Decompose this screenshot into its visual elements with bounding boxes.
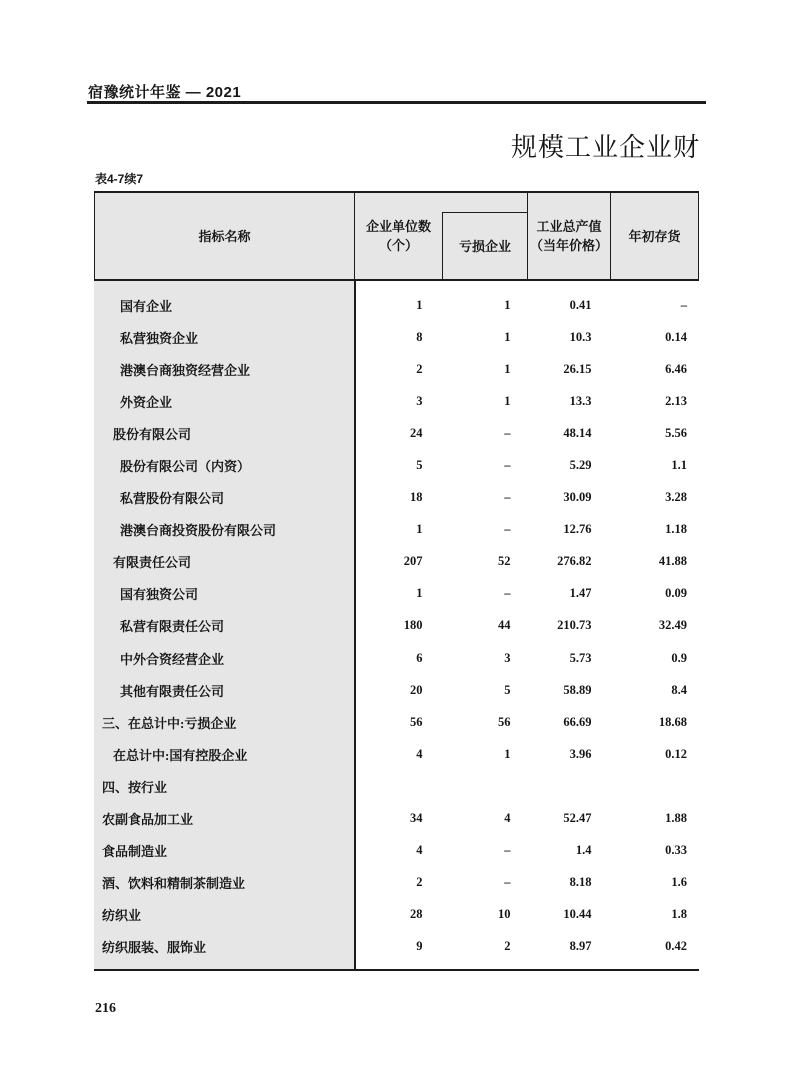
cell-loss-enterprises: – (504, 425, 511, 440)
cell-gross-output: 26.15 (563, 361, 592, 376)
cell-beginning-inventory: 1.6 (671, 875, 687, 890)
cell-enterprise-units: 8 (416, 329, 423, 344)
cell-enterprise-units: 5 (416, 458, 423, 473)
row-label: 国有独资公司 (120, 587, 199, 603)
cell-beginning-inventory: 3.28 (665, 490, 687, 505)
running-head-rule (87, 101, 706, 104)
row-label: 中外合资经营企业 (120, 651, 225, 667)
cell-loss-enterprises: 1 (504, 746, 511, 761)
row-label: 食品制造业 (102, 844, 168, 860)
row-label-cell (94, 681, 356, 700)
cell-enterprise-units: 28 (410, 907, 423, 922)
row-label: 三、在总计中:亏损企业 (102, 715, 237, 731)
cell-loss-enterprises: 56 (498, 714, 511, 729)
row-label: 国有企业 (120, 298, 173, 314)
cell-beginning-inventory: – (680, 297, 687, 312)
row-label: 私营独资企业 (120, 330, 199, 346)
cell-gross-output: 1.47 (569, 586, 592, 601)
cell-loss-enterprises: – (504, 490, 511, 505)
cell-beginning-inventory: 5.56 (665, 425, 687, 440)
cell-enterprise-units: 6 (416, 650, 423, 665)
table-row (94, 417, 699, 449)
cell-enterprise-units: 207 (403, 554, 423, 569)
running-head: 宿豫统计年鉴 — 2021 (88, 84, 242, 101)
cell-loss-enterprises: – (504, 843, 511, 858)
cell-beginning-inventory: 0.9 (671, 650, 687, 665)
row-label: 股份有限公司（内资） (120, 459, 251, 475)
table-row (94, 514, 699, 546)
cell-gross-output: 8.97 (569, 939, 592, 954)
cell-loss-enterprises: 10 (498, 907, 511, 922)
cell-enterprise-units: 4 (416, 843, 423, 858)
cell-loss-enterprises: – (504, 458, 511, 473)
cell-beginning-inventory: 32.49 (658, 618, 687, 633)
cell-loss-enterprises: 1 (504, 329, 511, 344)
row-label-cell (94, 552, 356, 571)
cell-beginning-inventory: 1.8 (671, 907, 687, 922)
loss-subheader-box: 亏损企业 (442, 212, 527, 279)
cell-gross-output: 12.76 (563, 522, 592, 537)
row-label-cell (94, 424, 356, 443)
cell-gross-output: 10.3 (569, 329, 592, 344)
row-label-cell (94, 584, 356, 603)
row-label: 私营股份有限公司 (120, 491, 225, 507)
table-header-row (94, 191, 699, 281)
cell-loss-enterprises: – (504, 522, 511, 537)
table-body (94, 281, 699, 969)
cell-gross-output: 13.3 (569, 393, 592, 408)
table-row (94, 321, 699, 353)
cell-beginning-inventory: 1.18 (665, 522, 687, 537)
row-label: 酒、饮料和精制茶制造业 (102, 876, 246, 892)
table-row (94, 899, 699, 931)
cell-gross-output: 52.47 (563, 811, 592, 826)
cell-enterprise-units: 24 (410, 425, 423, 440)
row-label: 农副食品加工业 (102, 812, 194, 828)
row-label: 纺织服装、服饰业 (102, 940, 207, 956)
cell-loss-enterprises: 52 (498, 554, 511, 569)
cell-beginning-inventory: 0.33 (665, 843, 687, 858)
cell-enterprise-units: 1 (416, 297, 423, 312)
cell-enterprise-units: 56 (410, 714, 423, 729)
row-label-cell (94, 809, 356, 828)
cell-loss-enterprises: 5 (504, 682, 511, 697)
col-header-indicator: 指标名称 (95, 193, 355, 279)
cell-beginning-inventory: 0.12 (665, 746, 687, 761)
row-label-cell (94, 488, 356, 507)
table-row (94, 353, 699, 385)
row-label-cell (94, 745, 356, 764)
statistics-table (94, 191, 699, 971)
cell-beginning-inventory: 18.68 (658, 714, 687, 729)
row-label-cell (94, 713, 356, 732)
row-label-cell (94, 937, 356, 956)
cell-gross-output: 276.82 (557, 554, 592, 569)
cell-loss-enterprises: 1 (504, 297, 511, 312)
cell-gross-output: 10.44 (563, 907, 592, 922)
cell-gross-output: 8.18 (569, 875, 592, 890)
table-number-label: 表4-7续7 (95, 172, 144, 186)
row-label: 有限责任公司 (113, 555, 192, 571)
cell-beginning-inventory: 8.4 (671, 682, 687, 697)
col-header-enterprise-units: 企业单位数 （个） (365, 219, 431, 253)
cell-gross-output: 5.29 (569, 458, 592, 473)
row-label: 私营有限责任公司 (120, 619, 225, 635)
cell-beginning-inventory: 1.1 (671, 458, 687, 473)
cell-loss-enterprises: – (504, 586, 511, 601)
cell-gross-output: 66.69 (563, 714, 592, 729)
cell-beginning-inventory: 0.14 (665, 329, 687, 344)
table-row (94, 803, 699, 835)
table-row (94, 674, 699, 706)
table-row (94, 449, 699, 481)
row-label-cell (94, 392, 356, 411)
col-header-gross-output: 工业总产值 （当年价格） (528, 193, 611, 279)
table-row (94, 482, 699, 514)
cell-enterprise-units: 20 (410, 682, 423, 697)
cell-beginning-inventory: 2.13 (665, 393, 687, 408)
row-label: 纺织业 (102, 908, 142, 924)
cell-gross-output: 5.73 (569, 650, 592, 665)
row-label-cell (94, 328, 356, 347)
cell-gross-output: 58.89 (563, 682, 592, 697)
row-label: 其他有限责任公司 (120, 683, 225, 699)
cell-enterprise-units: 4 (416, 746, 423, 761)
row-label-cell (94, 841, 356, 860)
cell-loss-enterprises: 1 (504, 361, 511, 376)
cell-loss-enterprises: 1 (504, 393, 511, 408)
cell-enterprise-units: 180 (403, 618, 423, 633)
table-row (94, 770, 699, 802)
cell-beginning-inventory: 0.42 (665, 939, 687, 954)
row-label-cell (94, 360, 356, 379)
row-label-cell (94, 520, 356, 539)
cell-enterprise-units: 1 (416, 586, 423, 601)
row-label: 四、按行业 (102, 779, 168, 795)
table-row (94, 610, 699, 642)
row-label: 股份有限公司 (113, 426, 192, 442)
row-label: 外资企业 (120, 394, 173, 410)
cell-gross-output: 0.41 (569, 297, 592, 312)
table-row (94, 546, 699, 578)
cell-enterprise-units: 2 (416, 875, 423, 890)
cell-enterprise-units: 34 (410, 811, 423, 826)
cell-beginning-inventory: 6.46 (665, 361, 687, 376)
table-row (94, 706, 699, 738)
table-row (94, 578, 699, 610)
table-row (94, 289, 699, 321)
cell-enterprise-units: 1 (416, 522, 423, 537)
cell-beginning-inventory: 41.88 (658, 554, 687, 569)
table-row (94, 867, 699, 899)
row-label-cell (94, 905, 356, 924)
cell-enterprise-units: 3 (416, 393, 423, 408)
row-label: 港澳台商独资经营企业 (120, 362, 251, 378)
cell-loss-enterprises: 2 (504, 939, 511, 954)
row-label-cell (94, 649, 356, 668)
row-label: 在总计中:国有控股企业 (113, 747, 248, 763)
row-label-cell (94, 873, 356, 892)
col-header-beginning-inventory: 年初存货 (628, 228, 681, 244)
cell-loss-enterprises: 3 (504, 650, 511, 665)
table-row (94, 835, 699, 867)
row-label-cell (94, 777, 356, 796)
table-row (94, 642, 699, 674)
row-label-cell (94, 456, 356, 475)
page-number: 216 (95, 1001, 116, 1016)
page-title: 规模工业企业财 (510, 133, 700, 162)
cell-enterprise-units: 2 (416, 361, 423, 376)
cell-beginning-inventory: 0.09 (665, 586, 687, 601)
cell-gross-output: 3.96 (569, 746, 592, 761)
cell-loss-enterprises: – (504, 875, 511, 890)
cell-gross-output: 30.09 (563, 490, 592, 505)
row-label-cell (94, 296, 356, 315)
cell-enterprise-units: 18 (410, 490, 423, 505)
cell-enterprise-units: 9 (416, 939, 423, 954)
row-label: 港澳台商投资股份有限公司 (120, 523, 277, 539)
cell-gross-output: 1.4 (575, 843, 592, 858)
table-row (94, 385, 699, 417)
cell-beginning-inventory: 1.88 (665, 811, 687, 826)
cell-loss-enterprises: 44 (498, 618, 511, 633)
table-row (94, 738, 699, 770)
cell-gross-output: 48.14 (563, 425, 592, 440)
table-row (94, 931, 699, 963)
table-body-area (94, 281, 699, 971)
row-label-cell (94, 616, 356, 635)
col-header-loss-enterprises (442, 193, 528, 279)
cell-loss-enterprises: 4 (504, 811, 511, 826)
cell-gross-output: 210.73 (557, 618, 592, 633)
